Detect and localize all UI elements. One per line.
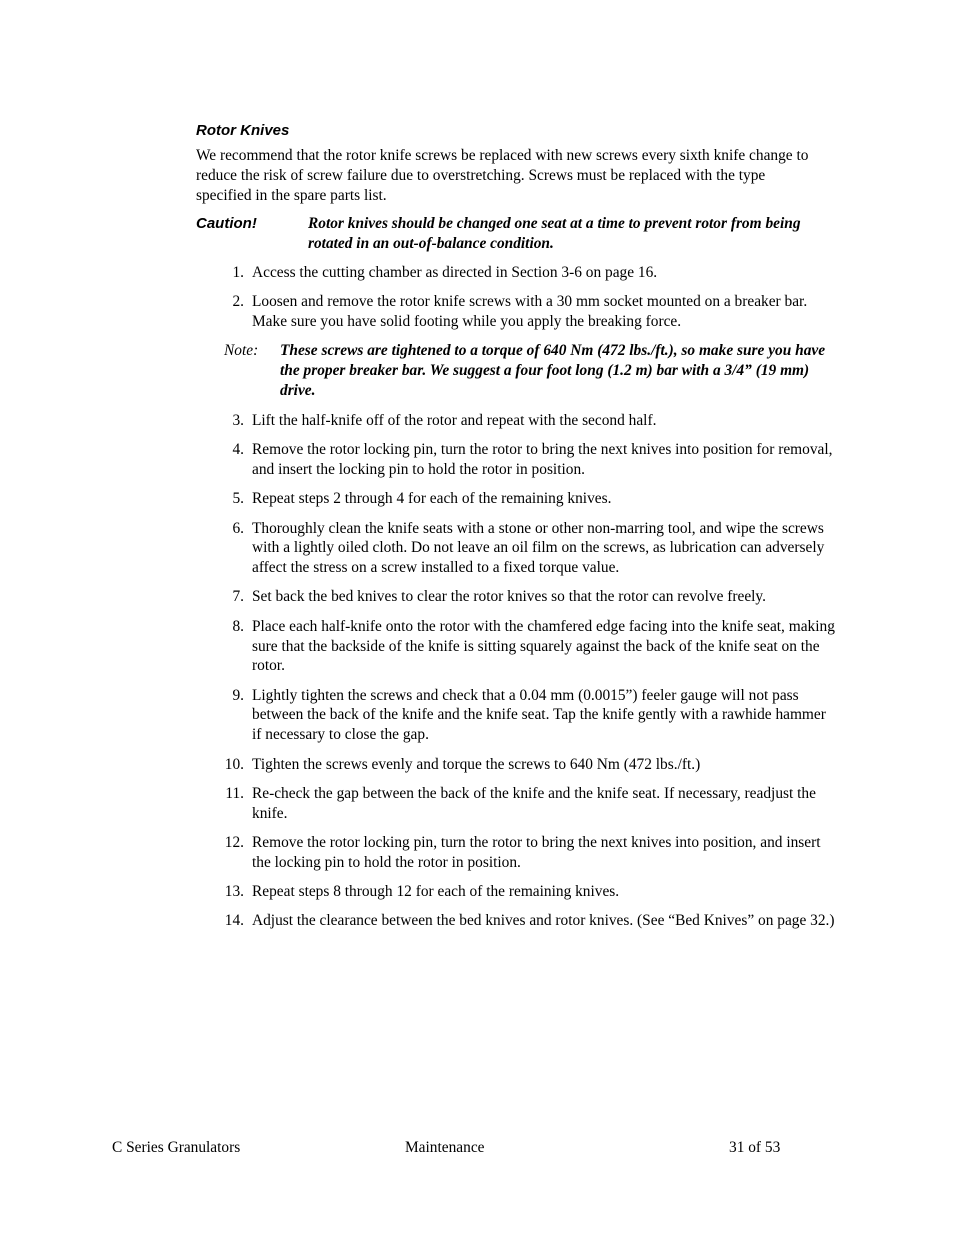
- list-item: [224, 587, 836, 607]
- caution-label: Caution!: [196, 215, 257, 232]
- step-text: Lightly tighten the screws and check that a 0.04 mm (0.0015”) feeler gauge will not pass between the back of the knife and the knife seat. Tap the knife gently with a rawhide hammer if necessary to close the gap.: [252, 686, 826, 744]
- steps-list-b: [224, 411, 836, 931]
- step-text: Repeat steps 2 through 4 for each of the remaining knives.: [252, 490, 612, 508]
- step-text: Adjust the clearance between the bed knives and rotor knives. (See “Bed Knives” on page 32.): [252, 912, 835, 930]
- step-number: 4.: [232, 441, 244, 459]
- step-number: 1.: [232, 264, 244, 281]
- page-content: [196, 121, 836, 941]
- step-number: 2.: [232, 293, 244, 311]
- step-text: Tighten the screws evenly and torque the screws to 640 Nm (472 lbs./ft.): [252, 755, 701, 773]
- list-item: [224, 263, 836, 283]
- step-number: 9.: [232, 686, 244, 704]
- list-item: [224, 833, 836, 873]
- step-text: Lift the half-knife off of the rotor and repeat with the second half.: [252, 411, 657, 429]
- section-title: Rotor Knives: [196, 122, 290, 139]
- note-text: These screws are tightened to a torque of 640 Nm (472 lbs./ft.), so make sure you have the proper breaker bar. We suggest a four foot long (1.2 m) bar with a 3/4” (19 mm) drive.: [280, 342, 826, 400]
- list-item: [224, 882, 836, 902]
- list-item: [224, 440, 836, 480]
- list-item: [224, 911, 836, 931]
- step-number: 12.: [224, 833, 244, 851]
- step-text: Thoroughly clean the knife seats with a stone or other non-marring tool, and wipe the screws with a lightly oiled cloth. Do not leave an oil film on the screws, as lubrication can adversely affect the stress on a screw installed to a fixed torque value.: [252, 519, 825, 577]
- caution-text: Rotor knives should be changed one seat at a time to prevent rotor from being rotated in an out-of-balance condition.: [308, 215, 801, 252]
- list-item: [224, 489, 836, 509]
- list-item: [224, 686, 836, 745]
- step-text: Place each half-knife onto the rotor with the chamfered edge facing into the knife seat, making sure that the backside of the knife is sitting squarely against the back of the knife seat on the rotor.: [252, 617, 835, 675]
- step-number: 5.: [232, 490, 244, 508]
- step-number: 6.: [232, 519, 244, 537]
- list-item: [224, 519, 836, 578]
- step-number: 7.: [232, 588, 244, 606]
- step-number: 11.: [225, 784, 244, 802]
- step-text: Re-check the gap between the back of the knife and the knife seat. If necessary, readjust the knife.: [252, 784, 816, 822]
- caution-block: [196, 214, 836, 253]
- step-number: 3.: [232, 411, 244, 429]
- step-text: Remove the rotor locking pin, turn the rotor to bring the next knives into position, and insert the locking pin to hold the rotor in position.: [252, 833, 821, 871]
- step-number: 13.: [224, 883, 244, 901]
- list-item: [224, 411, 836, 431]
- footer-document-title: C Series Granulators: [112, 1139, 241, 1156]
- step-number: 10.: [224, 755, 244, 773]
- list-item: [224, 292, 836, 332]
- note-label: Note:: [224, 342, 259, 360]
- step-number: 8.: [232, 617, 244, 635]
- steps-list-a: [224, 263, 836, 332]
- footer-page-number: 31 of 53: [729, 1139, 781, 1156]
- list-item: [224, 617, 836, 676]
- list-item: [224, 784, 836, 824]
- intro-paragraph: We recommend that the rotor knife screws be replaced with new screws every sixth knife change to reduce the risk of screw failure due to overstretching. Screws must be replaced with the type specified in the spare parts list.: [196, 147, 809, 204]
- footer-section-name: Maintenance: [405, 1139, 485, 1156]
- step-text: Access the cutting chamber as directed in Section 3-6 on page 16.: [252, 264, 658, 281]
- step-text: Set back the bed knives to clear the rotor knives so that the rotor can revolve freely.: [252, 588, 766, 606]
- step-number: 14.: [224, 912, 244, 930]
- step-text: Loosen and remove the rotor knife screws with a 30 mm socket mounted on a breaker bar. Make sure you have solid footing while you apply the breaking force.: [252, 293, 808, 331]
- step-text: Remove the rotor locking pin, turn the rotor to bring the next knives into position for removal, and insert the locking pin to hold the rotor in position.: [252, 441, 833, 478]
- step-text: Repeat steps 8 through 12 for each of the remaining knives.: [252, 883, 620, 901]
- note-block: [224, 341, 836, 401]
- list-item: [224, 755, 836, 775]
